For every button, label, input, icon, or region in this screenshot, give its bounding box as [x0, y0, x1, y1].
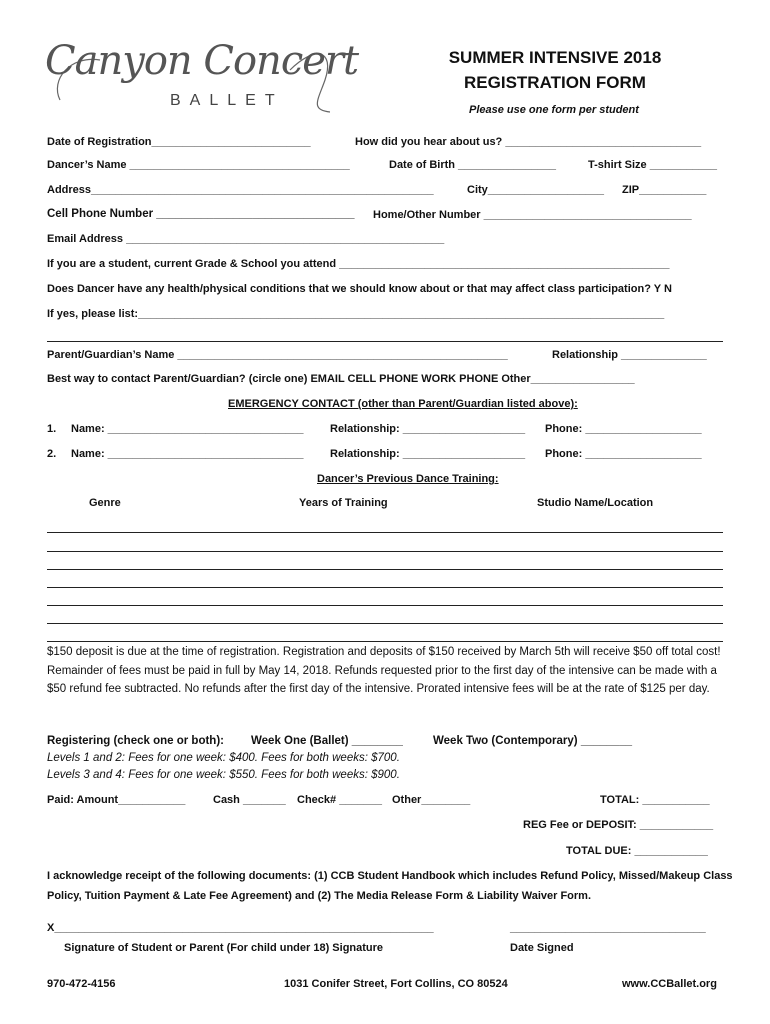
form-subtitle-heading: REGISTRATION FORM [464, 73, 646, 92]
cash-field[interactable]: Cash _______ [213, 794, 286, 806]
city-field[interactable]: City___________________ [467, 184, 605, 196]
years-column-header: Years of Training [299, 497, 388, 509]
levels-3-4-fees: Levels 3 and 4: Fees for one week: $550. Fees for both weeks: $900. [47, 769, 400, 781]
emergency-row-number: 1. [47, 423, 57, 435]
form-instruction: Please use one form per student [469, 104, 639, 116]
dancer-name-field[interactable]: Dancer’s Name ____________________________________ [47, 159, 350, 171]
paid-amount-field[interactable]: Paid: Amount___________ [47, 794, 186, 806]
footer-address: 1031 Conifer Street, Fort Collins, CO 80524 [284, 978, 508, 990]
training-line[interactable] [47, 532, 723, 533]
emergency-phone-field[interactable]: Phone: ___________________ [545, 448, 702, 460]
other-payment-field[interactable]: Other________ [392, 794, 471, 806]
training-heading: Dancer’s Previous Dance Training: [317, 473, 499, 485]
training-line[interactable] [47, 641, 723, 642]
registering-label: Registering (check one or both): [47, 735, 224, 747]
week-two-option[interactable]: Week Two (Contemporary) ________ [433, 735, 632, 747]
health-question[interactable]: Does Dancer have any health/physical conditions that we should know about or that may affect class participation? Y N [47, 283, 672, 295]
emergency-relationship-field[interactable]: Relationship: ____________________ [330, 448, 526, 460]
hear-about-field[interactable]: How did you hear about us? ________________________________ [355, 136, 702, 148]
training-line[interactable] [47, 587, 723, 588]
logo-script-text: Canyon Concert [45, 38, 359, 84]
training-line[interactable] [47, 551, 723, 552]
registration-date-field[interactable]: Date of Registration__________________________ [47, 136, 311, 148]
form-title: SUMMER INTENSIVE 2018 [448, 48, 662, 67]
relationship-field[interactable]: Relationship ______________ [552, 349, 707, 361]
training-line[interactable] [47, 623, 723, 624]
acknowledgement-text: I acknowledge receipt of the following documents: (1) CCB Student Handbook which includes Refund Policy, Missed/Makeup Class Policy, Tuition Payment & Late Fee Agreement) and (2) The Media Release Form & Liability Waiver Form. [47, 870, 733, 902]
logo-ballet-text: BALLET [170, 92, 284, 109]
week-one-option[interactable]: Week One (Ballet) ________ [251, 735, 403, 747]
training-line[interactable] [47, 605, 723, 606]
reg-fee-field[interactable]: REG Fee or DEPOSIT: ____________ [523, 819, 714, 831]
health-list-field[interactable]: If yes, please list:______________________________________________________________________________________ [47, 308, 665, 320]
footer-website-link[interactable]: www.CCBallet.org [622, 978, 717, 990]
contact-preference-field[interactable]: Best way to contact Parent/Guardian? (circle one) EMAIL CELL PHONE WORK PHONE Other_________________ [47, 373, 635, 385]
parent-name-field[interactable]: Parent/Guardian’s Name ______________________________________________________ [47, 349, 508, 361]
emergency-name-field[interactable]: Name: ________________________________ [71, 448, 304, 460]
training-line[interactable] [47, 569, 723, 570]
emergency-row-number: 2. [47, 448, 57, 460]
zip-field[interactable]: ZIP___________ [622, 184, 707, 196]
home-phone-field[interactable]: Home/Other Number __________________________________ [373, 209, 692, 221]
date-signed-label: Date Signed [510, 942, 574, 954]
genre-column-header: Genre [89, 497, 121, 509]
cell-phone-field[interactable]: Cell Phone Number _______________________________ [47, 208, 355, 220]
health-list-extra-line[interactable] [47, 341, 723, 342]
check-number-field[interactable]: Check# _______ [297, 794, 383, 806]
deposit-policy-text: $150 deposit is due at the time of registration. Registration and deposits of $150 received by March 5th will receive $50 off total cost! Remainder of fees must be paid in full by May 14, 2018. Refunds requested prior to the first day of the intensive can be made with a $50 refund fee subtracted. No refunds after the first day of the intensive. Prorated intensive fees will be at the rate of $125 per day. [47, 646, 721, 696]
date-of-birth-field[interactable]: Date of Birth ________________ [389, 159, 556, 171]
footer-phone: 970-472-4156 [47, 978, 116, 990]
studio-column-header: Studio Name/Location [537, 497, 654, 509]
grade-school-field[interactable]: If you are a student, current Grade & School you attend ______________________________________________________ [47, 258, 670, 270]
address-field[interactable]: Address________________________________________________________ [47, 184, 434, 196]
signature-label: Signature of Student or Parent (For child under 18) Signature [64, 942, 384, 954]
emergency-contact-heading: EMERGENCY CONTACT (other than Parent/Guardian listed above): [228, 398, 578, 410]
date-signed-line[interactable]: ________________________________ [510, 922, 706, 934]
total-due-field[interactable]: TOTAL DUE: ____________ [566, 845, 708, 857]
email-field[interactable]: Email Address ____________________________________________________ [47, 233, 445, 245]
tshirt-size-field[interactable]: T-shirt Size ___________ [588, 159, 718, 171]
total-field[interactable]: TOTAL: ___________ [600, 794, 710, 806]
emergency-relationship-field[interactable]: Relationship: ____________________ [330, 423, 526, 435]
levels-1-2-fees: Levels 1 and 2: Fees for one week: $400. Fees for both weeks: $700. [47, 752, 400, 764]
signature-line[interactable]: X______________________________________________________________ [47, 922, 434, 934]
emergency-name-field[interactable]: Name: ________________________________ [71, 423, 304, 435]
emergency-phone-field[interactable]: Phone: ___________________ [545, 423, 702, 435]
